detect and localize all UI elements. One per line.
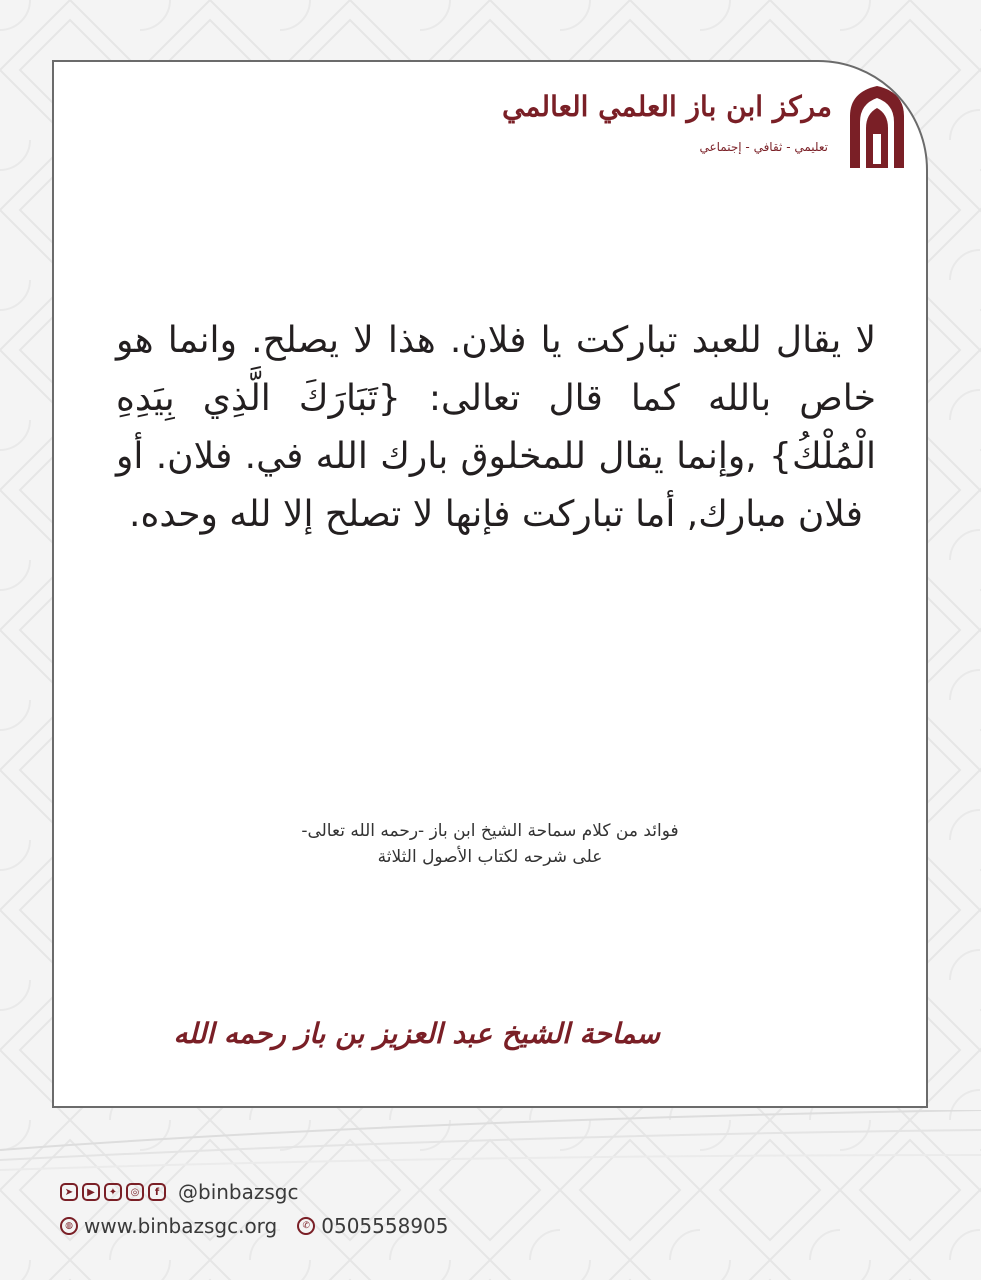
social-handle[interactable]: @binbazsgc: [178, 1180, 299, 1204]
youtube-icon[interactable]: ▶: [82, 1183, 100, 1201]
center-logo: [502, 82, 910, 182]
calligraphy-signature: سماحة الشيخ عبد العزيز بن باز رحمه الله: [173, 1017, 660, 1050]
facebook-icon[interactable]: f: [148, 1183, 166, 1201]
logo-subtitle: تعليمي - ثقافي - إجتماعي: [699, 140, 828, 154]
twitter-icon[interactable]: ✦: [104, 1183, 122, 1201]
source-line-2: على شرحه لكتاب الأصول الثلاثة: [377, 847, 603, 867]
content-card: [52, 60, 928, 1108]
logo-title: مركز ابن باز العلمي العالمي: [502, 90, 832, 123]
telegram-icon[interactable]: ➤: [60, 1183, 78, 1201]
social-links: [60, 1180, 299, 1204]
mosque-arch-icon: [844, 82, 910, 170]
instagram-icon[interactable]: ◎: [126, 1183, 144, 1201]
globe-icon: ◍: [60, 1217, 78, 1235]
source-line-1: فوائد من كلام سماحة الشيخ ابن باز -رحمه الله تعالى-: [301, 821, 679, 841]
source-citation: [250, 818, 730, 870]
main-quote: لا يقال للعبد تباركت يا فلان. هذا لا يصلح. وانما هو خاص بالله كما قال تعالى: {تَبَارَكَ الَّذِي بِيَدِهِ الْمُلْكُ} ,وإنما يقال للمخلوق بارك الله في. فلان. أو فلان مبارك, أما تباركت فإنها لا تصلح إلا لله وحده.: [116, 320, 876, 535]
footer-decoration: [0, 1110, 981, 1180]
whatsapp-icon: ✆: [297, 1217, 315, 1235]
phone-number[interactable]: 0505558905: [321, 1214, 449, 1238]
website-link[interactable]: www.binbazsgc.org: [84, 1214, 278, 1238]
contact-info: [60, 1212, 449, 1240]
